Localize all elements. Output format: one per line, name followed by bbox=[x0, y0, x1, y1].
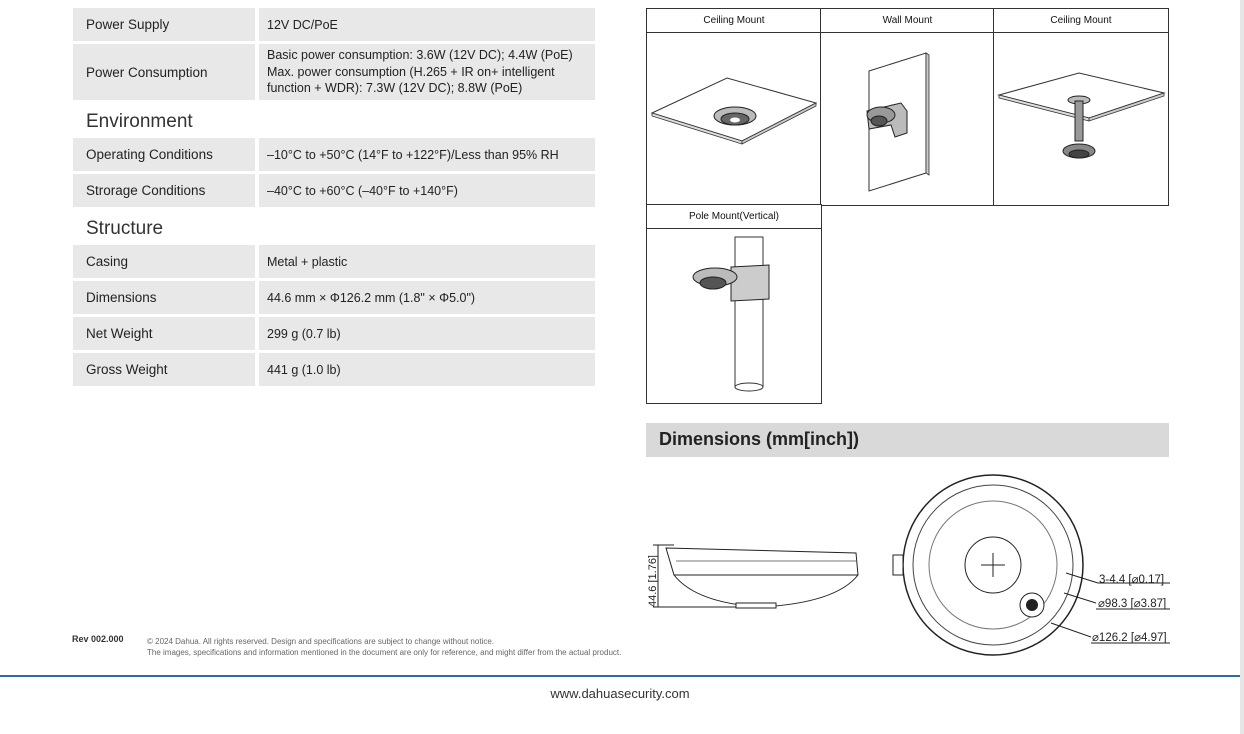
spec-row-casing bbox=[73, 245, 595, 278]
mount-cell-wall bbox=[820, 8, 995, 206]
spec-row-dimensions bbox=[73, 281, 595, 314]
spec-value: 299 g (0.7 lb) bbox=[259, 317, 595, 350]
footer-divider bbox=[0, 675, 1240, 677]
dimensions-title: Dimensions (mm[inch]) bbox=[659, 429, 860, 449]
mount-hole-label: 3-4.4 [⌀0.17] bbox=[1099, 574, 1165, 586]
page-edge bbox=[1240, 0, 1244, 734]
spec-label: Gross Weight bbox=[73, 353, 255, 386]
website-link[interactable]: www.dahuasecurity.com bbox=[550, 686, 690, 701]
mount-illustrations bbox=[646, 8, 1169, 404]
legal-line: The images, specifications and information mentioned in the document are only for reference, and might differ from the actual product. bbox=[147, 648, 622, 657]
spec-label: Operating Conditions bbox=[73, 138, 255, 171]
section-title-environment: Environment bbox=[86, 111, 193, 132]
pole-mount-illustration bbox=[647, 229, 821, 404]
legal-line: © 2024 Dahua. All rights reserved. Design and specifications are subject to change without notice. bbox=[147, 637, 494, 646]
spec-value: Metal + plastic bbox=[259, 245, 595, 278]
mount-caption: Ceiling Mount bbox=[647, 9, 821, 33]
mount-cell-ceiling-1 bbox=[646, 8, 822, 206]
mount-caption: Wall Mount bbox=[821, 9, 994, 33]
camera-dimension-drawing bbox=[636, 465, 1176, 665]
spec-value-line: Max. power consumption (H.265 + IR on+ intelligent bbox=[267, 64, 555, 79]
outer-diameter-label: ⌀126.2 [⌀4.97] bbox=[1092, 632, 1167, 644]
spec-value-line: Basic power consumption: 3.6W (12V DC); 4.4W (PoE) bbox=[267, 48, 573, 63]
spec-value bbox=[259, 44, 595, 100]
spec-value-line: 12V DC/PoE bbox=[267, 17, 338, 32]
spec-label: Power Consumption bbox=[73, 44, 255, 100]
mount-cell-ceiling-2 bbox=[993, 8, 1169, 206]
spec-value-line: function + WDR): 7.3W (12V DC); 8.8W (PoE) bbox=[267, 81, 523, 96]
spec-value: 44.6 mm × Φ126.2 mm (1.8" × Φ5.0") bbox=[259, 281, 595, 314]
mount-cell-pole bbox=[646, 204, 822, 404]
dimension-drawings bbox=[636, 465, 1176, 670]
mount-caption: Ceiling Mount bbox=[994, 9, 1168, 33]
ceiling-mount-illustration bbox=[647, 33, 821, 206]
spec-row-net-weight bbox=[73, 317, 595, 350]
legal-notice bbox=[147, 636, 621, 658]
spec-row-storage bbox=[73, 174, 595, 207]
inner-diameter-label: ⌀98.3 [⌀3.87] bbox=[1098, 598, 1167, 610]
spec-table bbox=[73, 8, 595, 389]
spec-label: Dimensions bbox=[73, 281, 255, 314]
section-title-structure: Structure bbox=[86, 218, 164, 239]
spec-label: Casing bbox=[73, 245, 255, 278]
spec-value: –40°C to +60°C (–40°F to +140°F) bbox=[259, 174, 595, 207]
revision-label: Rev 002.000 bbox=[72, 634, 124, 644]
spec-row-operating bbox=[73, 138, 595, 171]
spec-label: Net Weight bbox=[73, 317, 255, 350]
spec-value: –10°C to +50°C (14°F to +122°F)/Less than 95% RH bbox=[259, 138, 595, 171]
wall-mount-illustration bbox=[821, 33, 994, 206]
height-dimension-label: 44.6 [1.76] bbox=[647, 555, 659, 607]
top-view-drawing bbox=[893, 475, 1170, 655]
side-view-drawing bbox=[653, 545, 858, 608]
spec-row-power-consumption bbox=[73, 44, 595, 100]
mount-caption: Pole Mount(Vertical) bbox=[647, 205, 821, 229]
spec-value: 441 g (1.0 lb) bbox=[259, 353, 595, 386]
ceiling-pendant-illustration bbox=[994, 33, 1168, 206]
spec-value bbox=[259, 8, 595, 41]
spec-row-power-supply bbox=[73, 8, 595, 41]
spec-row-gross-weight bbox=[73, 353, 595, 386]
dimensions-heading-bar bbox=[646, 423, 1169, 457]
spec-label: Power Supply bbox=[73, 8, 255, 41]
spec-label: Strorage Conditions bbox=[73, 174, 255, 207]
